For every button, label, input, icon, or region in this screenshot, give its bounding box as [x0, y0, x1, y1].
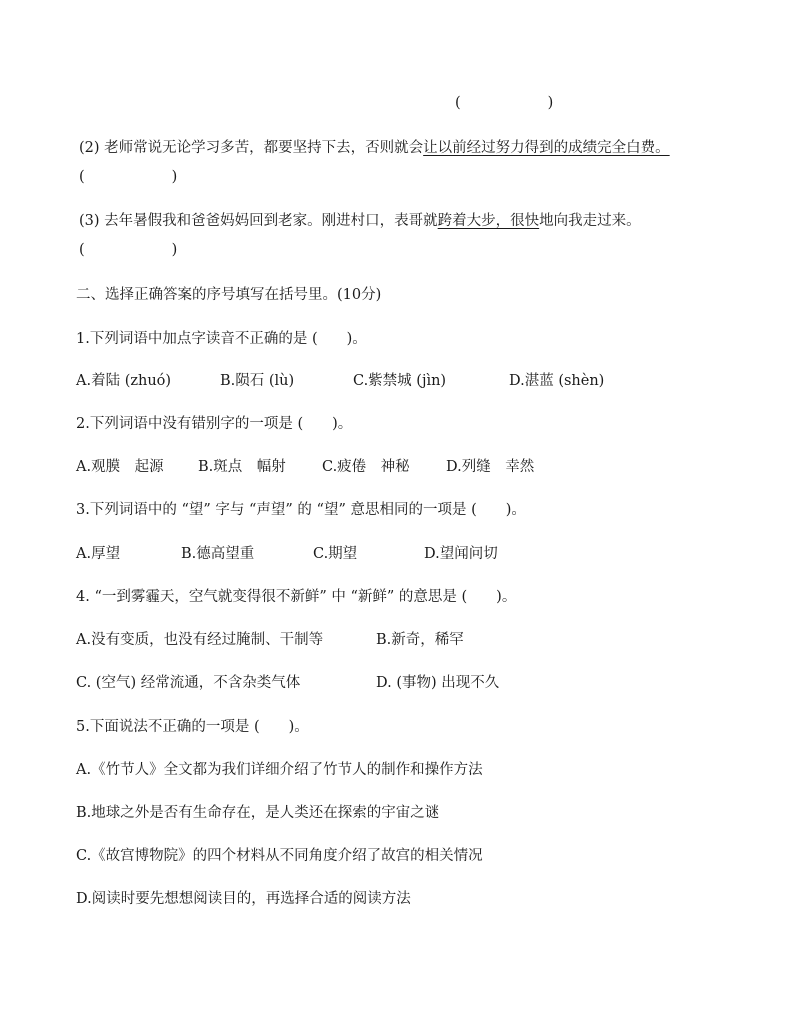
question-3-option-d: D.望闻问切	[424, 546, 498, 562]
question-3-stem: 3.下列词语中的 “望” 字与 “声望” 的 “望” 意思相同的一项是 ( )。	[76, 502, 526, 518]
question-5-option-d: D.阅读时要先想想阅读目的，再选择合适的阅读方法	[76, 891, 411, 907]
question-2-option-d: D.列缝 幸然	[446, 459, 535, 475]
question-1-option-b: B.陨石 (lù)	[220, 373, 295, 389]
sentence-2-text: (2) 老师常说无论学习多苦，都要坚持下去，否则就会	[79, 140, 424, 156]
question-1-option-c: C.紫禁城 (jìn)	[353, 373, 447, 389]
question-1-option-d: D.湛蓝 (shèn)	[509, 373, 605, 389]
question-2-option-b: B.斑点 幅射	[198, 459, 286, 475]
sentence-3-text: (3) 去年暑假我和爸爸妈妈回到老家。刚进村口，表哥就	[79, 213, 438, 229]
question-2-option-c: C.疲倦 神秘	[322, 459, 410, 475]
question-5-option-a: A.《竹节人》全文都为我们详细介绍了竹节人的制作和操作方法	[76, 762, 483, 778]
sentence-3-underlined: 跨着大步，很快	[437, 213, 540, 229]
sentence-3-suffix: 地向我走过来。	[539, 213, 641, 229]
question-2-stem: 2.下列词语中没有错别字的一项是 ( )。	[76, 416, 353, 432]
question-3-option-b: B.德高望重	[181, 546, 255, 562]
answer-blank-1: ( )	[455, 95, 554, 111]
answer-blank-2: ( )	[79, 169, 178, 185]
question-1-option-a: A.着陆 (zhuó)	[76, 373, 172, 389]
question-3-option-c: C.期望	[313, 546, 358, 562]
question-4-option-c: C. (空气) 经常流通，不含杂类气体	[76, 675, 301, 691]
question-1-stem: 1.下列词语中加点字读音不正确的是 ( )。	[76, 331, 367, 347]
question-5-option-c: C.《故宫博物院》的四个材料从不同角度介绍了故宫的相关情况	[76, 848, 483, 864]
answer-blank-3: ( )	[79, 242, 178, 258]
question-2-option-a: A.观膜 起源	[76, 459, 164, 475]
question-4-stem: 4. “一到雾霾天，空气就变得很不新鲜” 中 “新鲜” 的意思是 ( )。	[76, 589, 517, 605]
sentence-2	[79, 138, 670, 158]
section-2-title: 二、选择正确答案的序号填写在括号里。(10分)	[76, 287, 382, 303]
question-4-option-b: B.新奇，稀罕	[376, 632, 464, 648]
question-3-option-a: A.厚望	[76, 546, 121, 562]
question-5-stem: 5.下面说法不正确的一项是 ( )。	[76, 719, 309, 735]
question-4-option-a: A.没有变质，也没有经过腌制、干制等	[76, 632, 324, 648]
sentence-3	[79, 211, 641, 231]
question-4-option-d: D. (事物) 出现不久	[376, 675, 500, 691]
question-5-option-b: B.地球之外是否有生命存在，是人类还在探索的宇宙之谜	[76, 805, 440, 821]
sentence-2-underlined: 让以前经过努力得到的成绩完全白费。	[423, 140, 670, 156]
